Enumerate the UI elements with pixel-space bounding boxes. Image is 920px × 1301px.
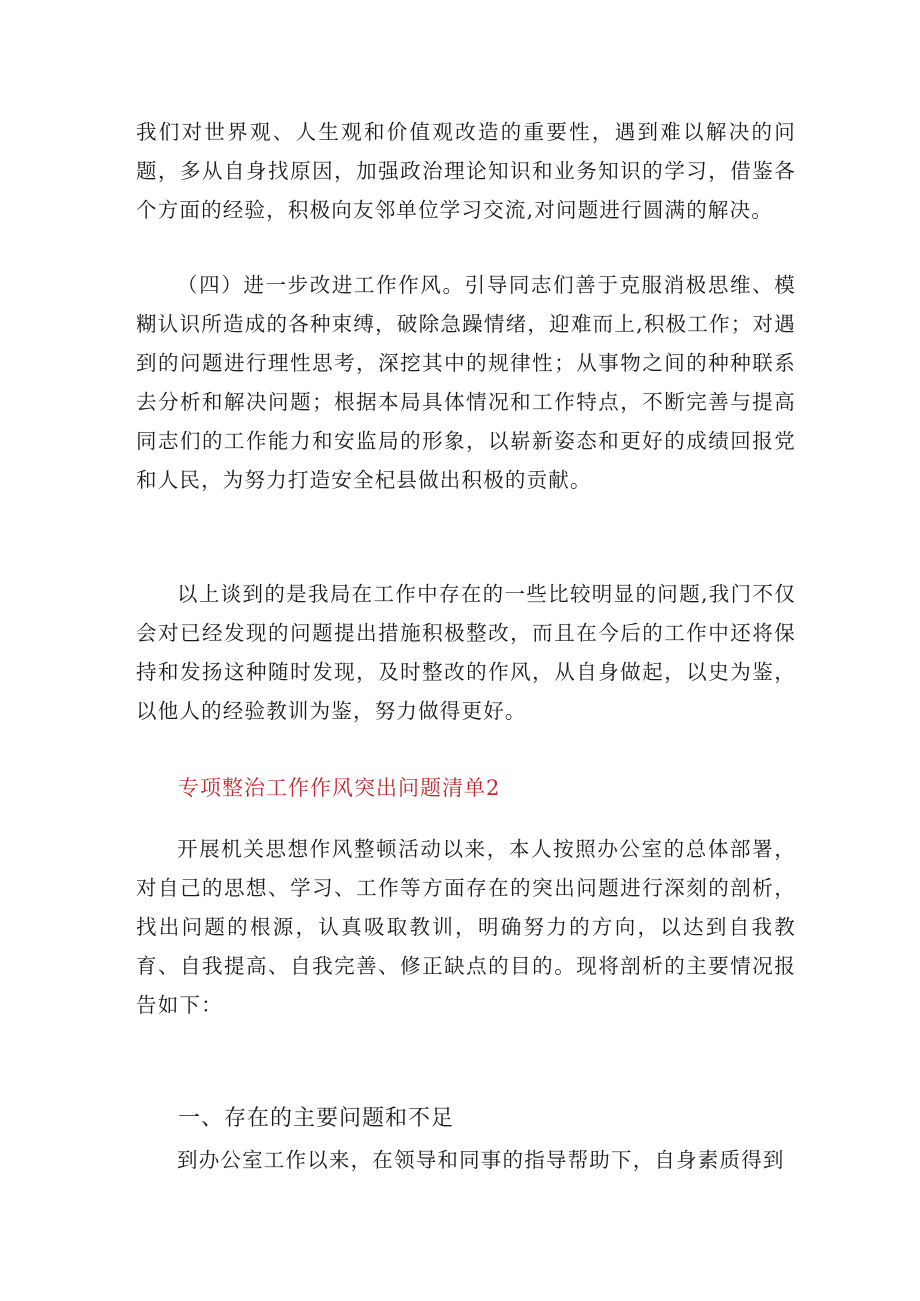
paragraph-introduction: 开展机关思想作风整顿活动以来，本人按照办公室的总体部署，对自己的思想、学习、工作等方面存在的突出问题进行深刻的剖析，找出问题的根源，认真吸取教训，明确努力的方向，以达到自我教育、自我提高、自我完善、修正缺点的目的。现将剖析的主要情况报告如下： — [136, 837, 796, 1017]
paragraph-improve-work-style: （四）进一步改进工作作风。引导同志们善于克服消极思维、模糊认识所造成的各种束缚，破除急躁情绪，迎难而上,积极工作；对遇到的问题进行理性思考，深挖其中的规律性；从事物之间的种种联系去分析和解决问题；根据本局具体情况和工作特点，不断完善与提高同志们的工作能力和安监局的形象，以崭新姿态和更好的成绩回报党和人民，为努力打造安全杞县做出积极的贡献。 — [136, 273, 796, 492]
paragraph-problems-start: 到办公室工作以来，在领导和同事的指导帮助下，自身素质得到 — [177, 1148, 785, 1172]
paragraph-summary: 以上谈到的是我局在工作中存在的一些比较明显的问题,我门不仅会对已经发现的问题提出措施积极整改，而且在今后的工作中还将保持和发扬这种随时发现，及时整改的作风，从自身做起，以史为鉴，以他人的经验教训为鉴，努力做得更好。 — [136, 582, 796, 723]
paragraph-continuation: 我们对世界观、人生观和价值观改造的重要性，遇到难以解决的问题，多从自身找原因，加强政治理论知识和业务知识的学习，借鉴各个方面的经验，积极向友邻单位学习交流,对问题进行圆满的解决。 — [136, 120, 796, 222]
section-heading-problems: 一、存在的主要问题和不足 — [178, 1106, 455, 1131]
red-section-title: 专项整治工作作风突出问题清单2 — [178, 776, 501, 800]
